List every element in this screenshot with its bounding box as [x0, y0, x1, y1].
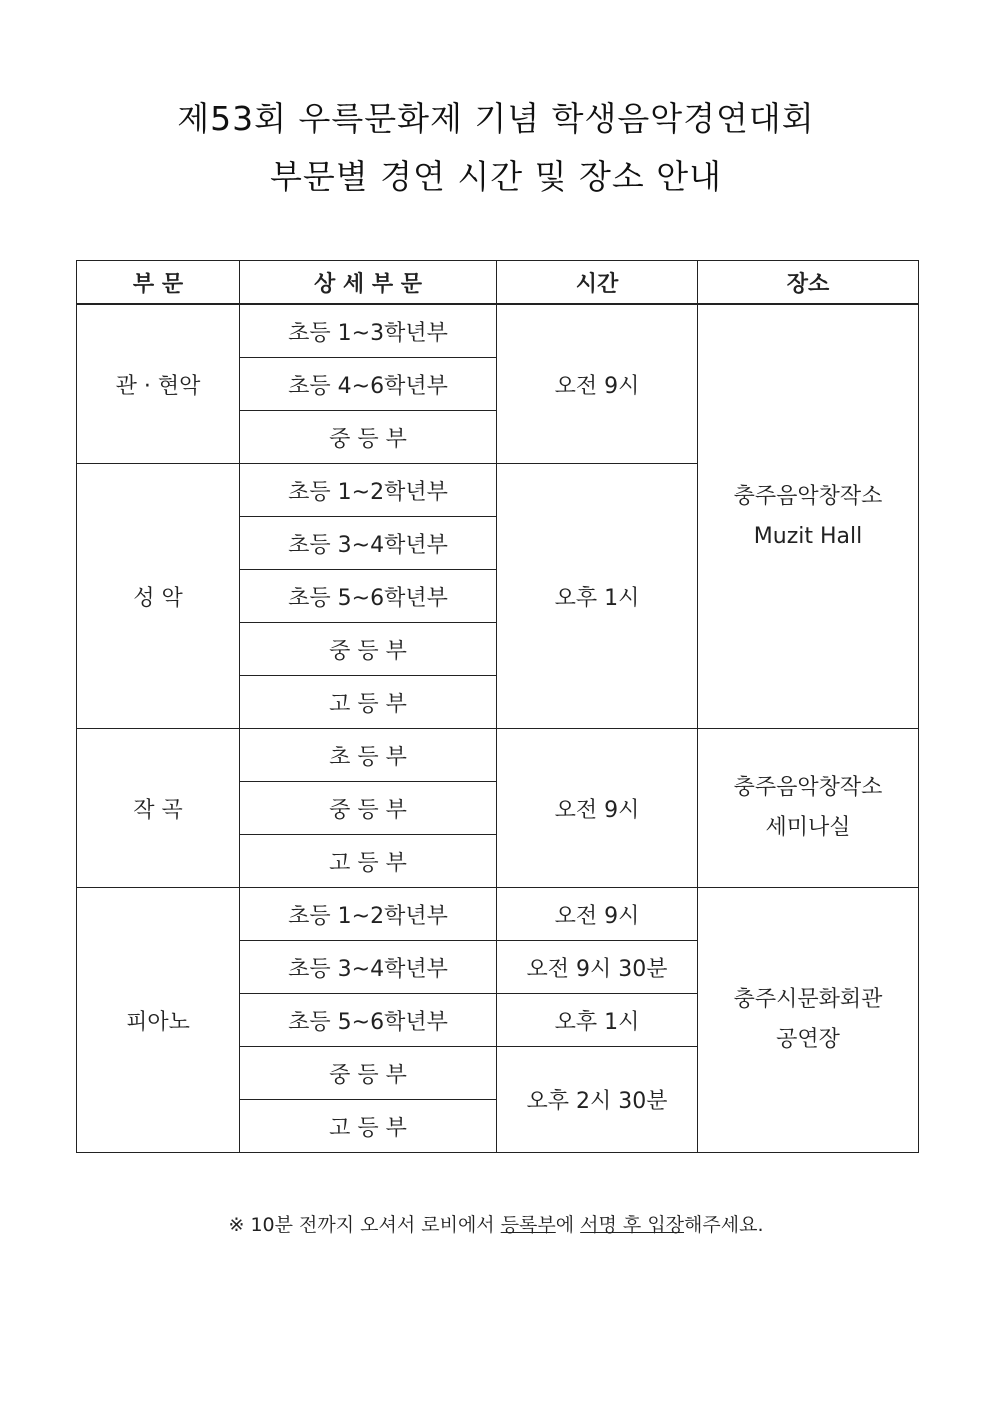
table-row — [77, 729, 919, 782]
category-cell: 작 곡 — [77, 729, 240, 888]
time-cell: 오후 2시 30분 — [497, 1047, 698, 1153]
venue-line-2: 공연장 — [776, 1027, 840, 1052]
subcategory-cell: 초등 1~3학년부 — [240, 304, 497, 358]
subcategory-cell: 초등 5~6학년부 — [240, 994, 497, 1047]
header-row — [77, 261, 919, 305]
subcategory-cell: 초등 1~2학년부 — [240, 464, 497, 517]
venue-cell — [698, 729, 919, 888]
subcategory-cell: 초등 3~4학년부 — [240, 941, 497, 994]
time-cell: 오전 9시 — [497, 888, 698, 941]
subcategory-cell: 중 등 부 — [240, 782, 497, 835]
venue-cell — [698, 888, 919, 1153]
venue-line-1: 충주시문화회관 — [733, 987, 883, 1012]
time-cell: 오전 9시 — [497, 304, 698, 464]
subcategory-cell: 초등 1~2학년부 — [240, 888, 497, 941]
note-underlined-1: 등록부 — [500, 1214, 556, 1236]
note-prefix: ※ 10분 전까지 오셔서 로비에서 — [228, 1214, 501, 1236]
header-time: 시간 — [497, 261, 698, 305]
title-line-2: 부문별 경연 시간 및 장소 안내 — [270, 157, 722, 196]
note-middle: 에 — [555, 1214, 581, 1236]
venue-cell — [698, 304, 919, 729]
subcategory-cell: 초등 5~6학년부 — [240, 570, 497, 623]
category-cell: 관 · 현악 — [77, 304, 240, 464]
subcategory-cell: 고 등 부 — [240, 676, 497, 729]
time-cell: 오전 9시 — [497, 729, 698, 888]
footnote — [0, 1210, 992, 1237]
subcategory-cell: 초등 4~6학년부 — [240, 358, 497, 411]
time-cell: 오후 1시 — [497, 994, 698, 1047]
time-cell: 오후 1시 — [497, 464, 698, 729]
category-cell: 피아노 — [77, 888, 240, 1153]
note-suffix: 해주세요. — [684, 1214, 764, 1236]
header-venue: 장소 — [698, 261, 919, 305]
header-subcategory: 상 세 부 문 — [240, 261, 497, 305]
time-cell: 오전 9시 30분 — [497, 941, 698, 994]
venue-line-2: Muzit Hall — [753, 523, 863, 549]
note-underlined-2: 서명 후 입장 — [580, 1214, 685, 1236]
subcategory-cell: 초등 3~4학년부 — [240, 517, 497, 570]
subcategory-cell: 중 등 부 — [240, 1047, 497, 1100]
table-row — [77, 304, 919, 358]
subcategory-cell: 중 등 부 — [240, 411, 497, 464]
category-cell: 성 악 — [77, 464, 240, 729]
venue-line-1: 충주음악창작소 — [733, 483, 883, 509]
subcategory-cell: 고 등 부 — [240, 1100, 497, 1153]
venue-line-1: 충주음악창작소 — [733, 775, 883, 800]
subcategory-cell: 고 등 부 — [240, 835, 497, 888]
schedule-table — [76, 260, 919, 1153]
venue-line-2: 세미나실 — [765, 815, 851, 840]
header-category: 부 문 — [77, 261, 240, 305]
subcategory-cell: 초 등 부 — [240, 729, 497, 782]
table-row — [77, 888, 919, 941]
title-line-1: 제53회 우륵문화제 기념 학생음악경연대회 — [177, 99, 815, 138]
document-title — [0, 90, 992, 206]
subcategory-cell: 중 등 부 — [240, 623, 497, 676]
